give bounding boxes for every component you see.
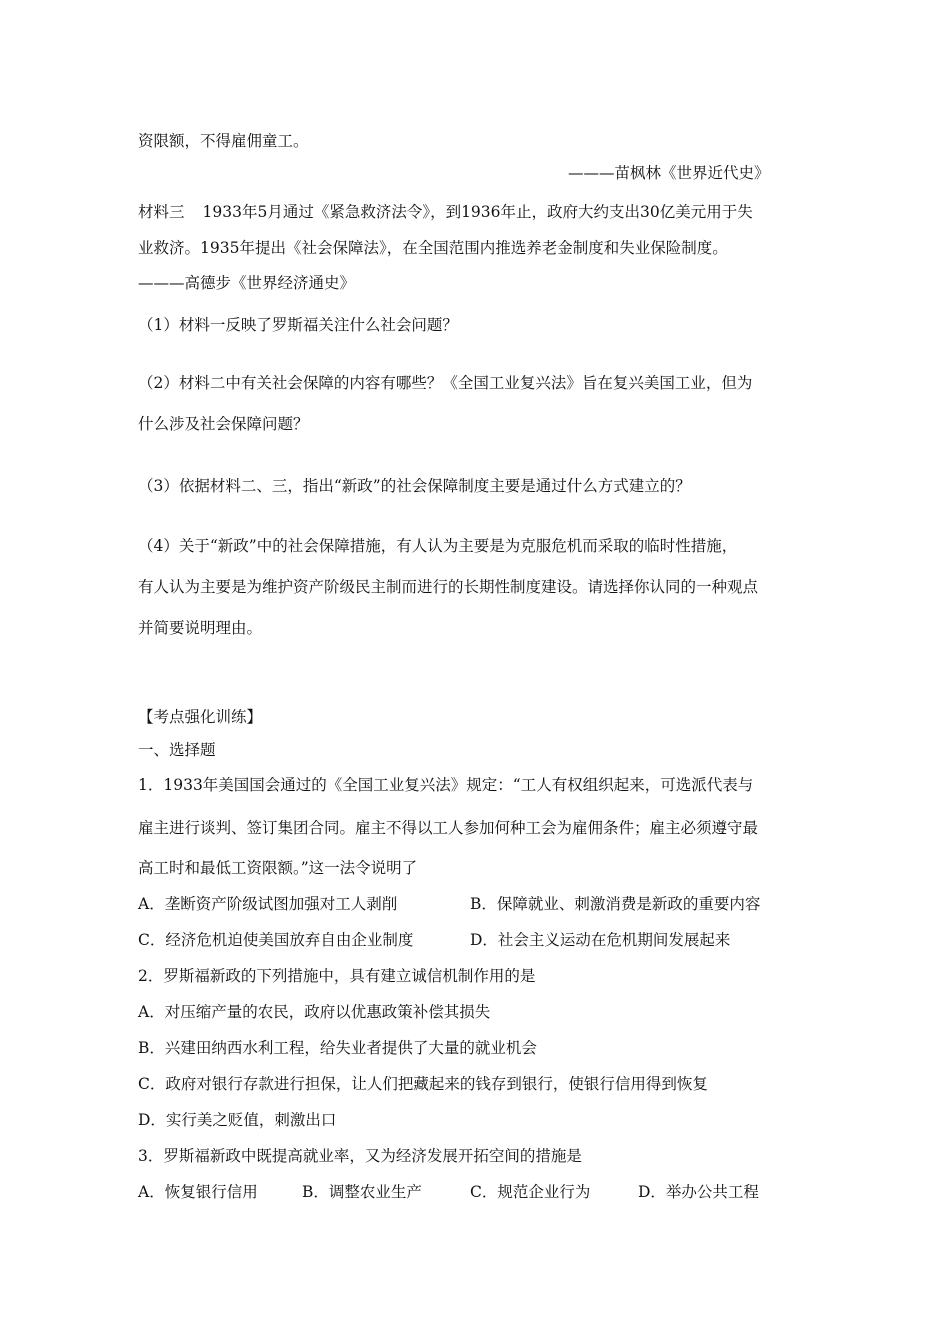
material2-source: ———苗枫林《世界近代史》 [568,164,770,182]
item2-option-b: B．兴建田纳西水利工程，给失业者提供了大量的就业机会 [138,1039,537,1057]
material3-label: 材料三 [138,203,185,221]
item3-option-a: A．恢复银行信用 [138,1183,258,1201]
training-heading: 【考点强化训练】 [138,708,263,726]
item2-stem: 2．罗斯福新政的下列措施中，具有建立诚信机制作用的是 [138,967,536,985]
item3-stem: 3．罗斯福新政中既提高就业率，又为经济发展开拓空间的措施是 [138,1147,582,1165]
item3-option-c: C．规范企业行为 [470,1183,591,1201]
item3-option-d: D．举办公共工程 [638,1183,759,1201]
item2-option-c: C．政府对银行存款进行担保，让人们把藏起来的钱存到银行，使银行信用得到恢复 [138,1075,708,1093]
item2-option-d: D．实行美之贬值，刺激出口 [138,1111,337,1129]
item2-option-a: A．对压缩产量的农民，政府以优惠政策补偿其损失 [138,1003,491,1021]
item1-option-a: A．垄断资产阶级试图加强对工人剥削 [138,895,398,913]
item1-stem-line3: 高工时和最低工资限额。”这一法令说明了 [138,859,418,877]
item1-option-b: B．保障就业、刺激消费是新政的重要内容 [470,895,761,913]
material3-line2: 业救济。1935年提出《社会保障法》，在全国范围内推选养老金制度和失业保险制度。 [138,239,728,257]
question-4-line1: （4）关于“新政”中的社会保障措施，有人认为主要是为克服危机而采取的临时性措施， [138,537,738,555]
question-2-line1: （2）材料二中有关社会保障的内容有哪些？《全国工业复兴法》旨在复兴美国工业，但为 [138,374,753,392]
question-3: （3）依据材料二、三，指出“新政”的社会保障制度主要是通过什么方式建立的？ [138,477,691,495]
question-4-line3: 并简要说明理由。 [138,619,263,637]
material3-text-line1: 1933年5月通过《紧急救济法令》，到1936年止，政府大约支出30亿美元用于失 [202,203,753,221]
item1-stem-line2: 雇主进行谈判、签订集团合同。雇主不得以工人参加何种工会为雇佣条件；雇主必须遵守最 [138,819,759,837]
material3-source: ———高德步《世界经济通史》 [138,274,356,292]
item3-option-b: B．调整农业生产 [302,1183,422,1201]
item1-option-d: D．社会主义运动在危机期间发展起来 [470,931,731,949]
material3-line1 [138,202,753,222]
question-2-line2: 什么涉及社会保障问题？ [138,415,309,433]
question-4-line2: 有人认为主要是为维护资产阶级民主制而进行的长期性制度建设。请选择你认同的一种观点 [138,578,759,596]
question-1: （1）材料一反映了罗斯福关注什么社会问题？ [138,316,458,334]
section-title: 一、选择题 [138,741,216,759]
item1-stem-line1: 1．1933年美国国会通过的《全国工业复兴法》规定：“工人有权组织起来，可选派代表与 [138,776,754,794]
material2-tail: 资限额，不得雇佣童工。 [138,132,309,150]
item1-option-c: C．经济危机迫使美国放弃自由企业制度 [138,931,414,949]
